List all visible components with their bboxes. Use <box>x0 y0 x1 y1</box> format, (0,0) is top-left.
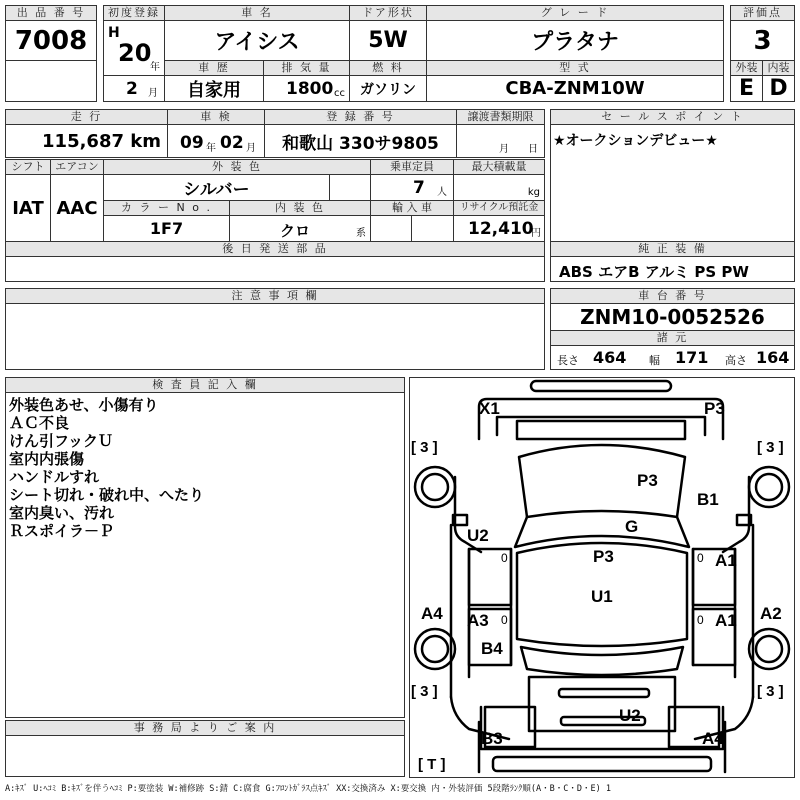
inspection-year: 09 <box>180 133 204 153</box>
spare-tire: [ T ] <box>418 756 446 773</box>
displacement-unit: cc <box>334 88 345 99</box>
equipment: ABS エアB アルミ PS PW <box>559 263 749 281</box>
inspector-note-2: ＡＣ不良 <box>9 414 70 432</box>
registration-month: 2 <box>126 79 138 99</box>
interior-grade-label: 内装 <box>762 60 795 76</box>
max-load-label: 最大積載量 <box>453 159 545 175</box>
damage-u1: U1 <box>591 587 613 606</box>
capacity-box <box>370 174 454 201</box>
sales-point: ★オークションデビュー★ <box>553 133 718 149</box>
damage-p3-hood: P3 <box>637 471 658 490</box>
recycle-label: リサイクル預託金 <box>453 200 545 216</box>
rear-gate <box>529 677 675 731</box>
score-label: 評価点 <box>730 5 795 21</box>
office-info-label: 事 務 局 よ り ご 案 内 <box>5 720 405 736</box>
damage-legend: A:ｷｽﾞ U:ﾍｺﾐ B:ｷｽﾞを伴うﾍｺﾐ P:要塗装 W:補修跡 S:錆 C:腐食 G:ﾌﾛﾝﾄｶﾞﾗｽ点ｷｽﾞ XX:交換済み X:要交換 内・外装評価 5段階ﾗﾝｸ順(A・B・C・D・E) 1 <box>5 784 611 794</box>
front-bumper-bar <box>531 381 671 391</box>
dimensions-label: 諸 元 <box>550 330 795 346</box>
lot-number: 7008 <box>5 20 97 61</box>
exterior-color-label: 外 装 色 <box>103 159 371 175</box>
sales-point-box <box>550 124 795 242</box>
inspector-note-6: シート切れ・破れ中、へたり <box>9 486 205 504</box>
later-parts-box <box>5 256 545 282</box>
inspection-month-unit: 月 <box>246 143 256 154</box>
width: 171 <box>675 348 709 367</box>
damage-p3-roof: P3 <box>593 547 614 566</box>
front-bumper-outline <box>479 399 723 439</box>
damage-a2: A2 <box>760 604 782 623</box>
recycle-fee: 12,410 <box>468 219 534 239</box>
exterior-grade-label: 外装 <box>730 60 763 76</box>
inspector-note-1: 外装色あせ、小傷有り <box>9 396 159 414</box>
equipment-box <box>550 256 795 282</box>
front-grille <box>517 421 685 439</box>
inspection-label: 車 検 <box>167 109 265 125</box>
chassis-label: 車 台 番 号 <box>550 288 795 304</box>
aircon: AAC <box>50 174 104 242</box>
handle-mark-lf: 0 <box>501 551 508 565</box>
handle-mark-rf: 0 <box>697 551 704 565</box>
notes-box <box>5 303 545 370</box>
later-parts-label: 後 日 発 送 部 品 <box>5 241 545 257</box>
import-label: 輸 入 車 <box>370 200 454 216</box>
mileage: 115,687 km <box>5 124 168 158</box>
hood <box>519 445 685 517</box>
grade-label: グ レ ー ド <box>426 5 724 21</box>
registration-month-box <box>103 75 165 102</box>
fuel: ガソリン <box>349 75 427 102</box>
recycle-box <box>453 215 545 242</box>
first-registration-box <box>103 20 165 76</box>
max-load-box <box>453 174 545 201</box>
year-unit: 年 <box>150 62 160 73</box>
damage-a4-left: A4 <box>421 604 443 623</box>
dimensions-box <box>550 345 795 370</box>
first-registration-label: 初度登録 <box>103 5 165 21</box>
wheel-front-right-inner <box>756 474 782 500</box>
inspector-note-7: 室内臭い、汚れ <box>9 504 115 522</box>
exterior-grade: E <box>730 75 763 102</box>
damage-a3: A3 <box>467 611 489 630</box>
damage-g: G <box>625 517 639 536</box>
damage-diagram <box>409 377 795 778</box>
interior-color-label: 内 装 色 <box>229 200 371 216</box>
handle-mark-rr: 0 <box>697 613 704 627</box>
sales-point-label: セ ー ル ス ポ イ ン ト <box>550 109 795 125</box>
door-type: 5W <box>349 20 427 61</box>
shift-label: シフト <box>5 159 51 175</box>
interior-color-box <box>229 215 371 242</box>
import-box-b <box>411 215 454 242</box>
tire-rear-left: [ 3 ] <box>411 683 438 700</box>
damage-a4-bottom: A4 <box>702 729 724 748</box>
color-number: 1F7 <box>103 215 230 242</box>
mileage-label: 走 行 <box>5 109 168 125</box>
aircon-label: エアコン <box>50 159 104 175</box>
recycle-unit: 円 <box>531 228 541 239</box>
shift: IAT <box>5 174 51 242</box>
damage-a1-upper: A1 <box>715 551 737 570</box>
fuel-label: 燃 料 <box>349 60 427 76</box>
wheel-front-left-inner <box>422 474 448 500</box>
displacement-box <box>263 75 350 102</box>
exterior-color-extra <box>329 174 371 201</box>
rear-window <box>521 647 683 675</box>
lot-number-blank <box>5 60 97 102</box>
damage-u2-left: U2 <box>467 526 489 545</box>
tire-front-right: [ 3 ] <box>757 439 784 456</box>
inspector-note-8: Ｒスポイラ－Ｐ <box>9 522 115 540</box>
transfer-deadline-label: 譲渡書類期限 <box>456 109 545 125</box>
width-label: 幅 <box>649 354 660 367</box>
interior-color-unit: 系 <box>356 228 366 239</box>
rear-bumper-outline <box>481 707 723 749</box>
car-name: アイシス <box>164 20 350 61</box>
inspection-box <box>167 124 265 158</box>
history: 自家用 <box>164 75 264 102</box>
damage-p3-front: P3 <box>704 399 725 418</box>
model-label: 型 式 <box>426 60 724 76</box>
notes-label: 注 意 事 項 欄 <box>5 288 545 304</box>
capacity-unit: 人 <box>437 187 447 198</box>
damage-b3: B3 <box>481 729 503 748</box>
tire-front-left: [ 3 ] <box>411 439 438 456</box>
length: 464 <box>593 348 627 367</box>
plate-label: 登 録 番 号 <box>264 109 457 125</box>
era-mark: H <box>108 25 120 41</box>
history-label: 車 歴 <box>164 60 264 76</box>
transfer-day-unit: 日 <box>528 144 538 155</box>
wheel-rear-left-inner <box>422 636 448 662</box>
capacity-label: 乗車定員 <box>370 159 454 175</box>
displacement: 1800 <box>286 79 334 99</box>
transfer-month-unit: 月 <box>499 144 509 155</box>
rear-bottom-bar <box>493 757 711 771</box>
capacity: 7 <box>413 178 425 198</box>
equipment-label: 純 正 装 備 <box>550 241 795 257</box>
office-info-box <box>5 735 405 777</box>
height: 164 <box>756 348 790 367</box>
rear-spoiler <box>559 689 649 697</box>
inspector-note-5: ハンドルすれ <box>9 468 100 486</box>
inspection-month: 02 <box>220 133 244 153</box>
lot-number-label: 出 品 番 号 <box>5 5 97 21</box>
month-unit: 月 <box>148 88 158 99</box>
handle-mark-lr: 0 <box>501 613 508 627</box>
inspection-year-unit: 年 <box>206 143 216 154</box>
model-code: CBA-ZNM10W <box>426 75 724 102</box>
damage-b4: B4 <box>481 639 503 658</box>
interior-color: クロ <box>280 222 311 240</box>
wheel-rear-right-inner <box>756 636 782 662</box>
max-load-unit: kg <box>527 187 540 198</box>
inspector-label: 検 査 員 記 入 欄 <box>5 377 405 393</box>
door-type-label: ドア形状 <box>349 5 427 21</box>
damage-u2-bottom: U2 <box>619 706 641 725</box>
front-bumper-inner <box>497 417 705 435</box>
tire-rear-right: [ 3 ] <box>757 683 784 700</box>
transfer-deadline-box <box>456 124 545 158</box>
inspector-note-4: 室内内張傷 <box>9 450 85 468</box>
damage-b1: B1 <box>697 490 719 509</box>
interior-grade: D <box>762 75 795 102</box>
chassis-number: ZNM10-0052526 <box>550 303 795 331</box>
height-label: 高さ <box>725 354 747 367</box>
score: 3 <box>730 20 795 61</box>
exterior-color: シルバー <box>183 180 250 200</box>
grade: プラタナ <box>426 20 724 61</box>
car-name-label: 車 名 <box>164 5 350 21</box>
inspector-note-3: けん引フックＵ <box>9 432 113 450</box>
damage-a1-lower: A1 <box>715 611 737 630</box>
plate-number: 和歌山 330サ9805 <box>264 124 457 158</box>
import-box-a <box>370 215 412 242</box>
color-number-label: カ ラ ー N o . <box>103 200 230 216</box>
displacement-label: 排 気 量 <box>263 60 350 76</box>
length-label: 長さ <box>557 354 579 367</box>
damage-x1: X1 <box>479 399 500 418</box>
registration-year: 20 <box>118 39 152 67</box>
